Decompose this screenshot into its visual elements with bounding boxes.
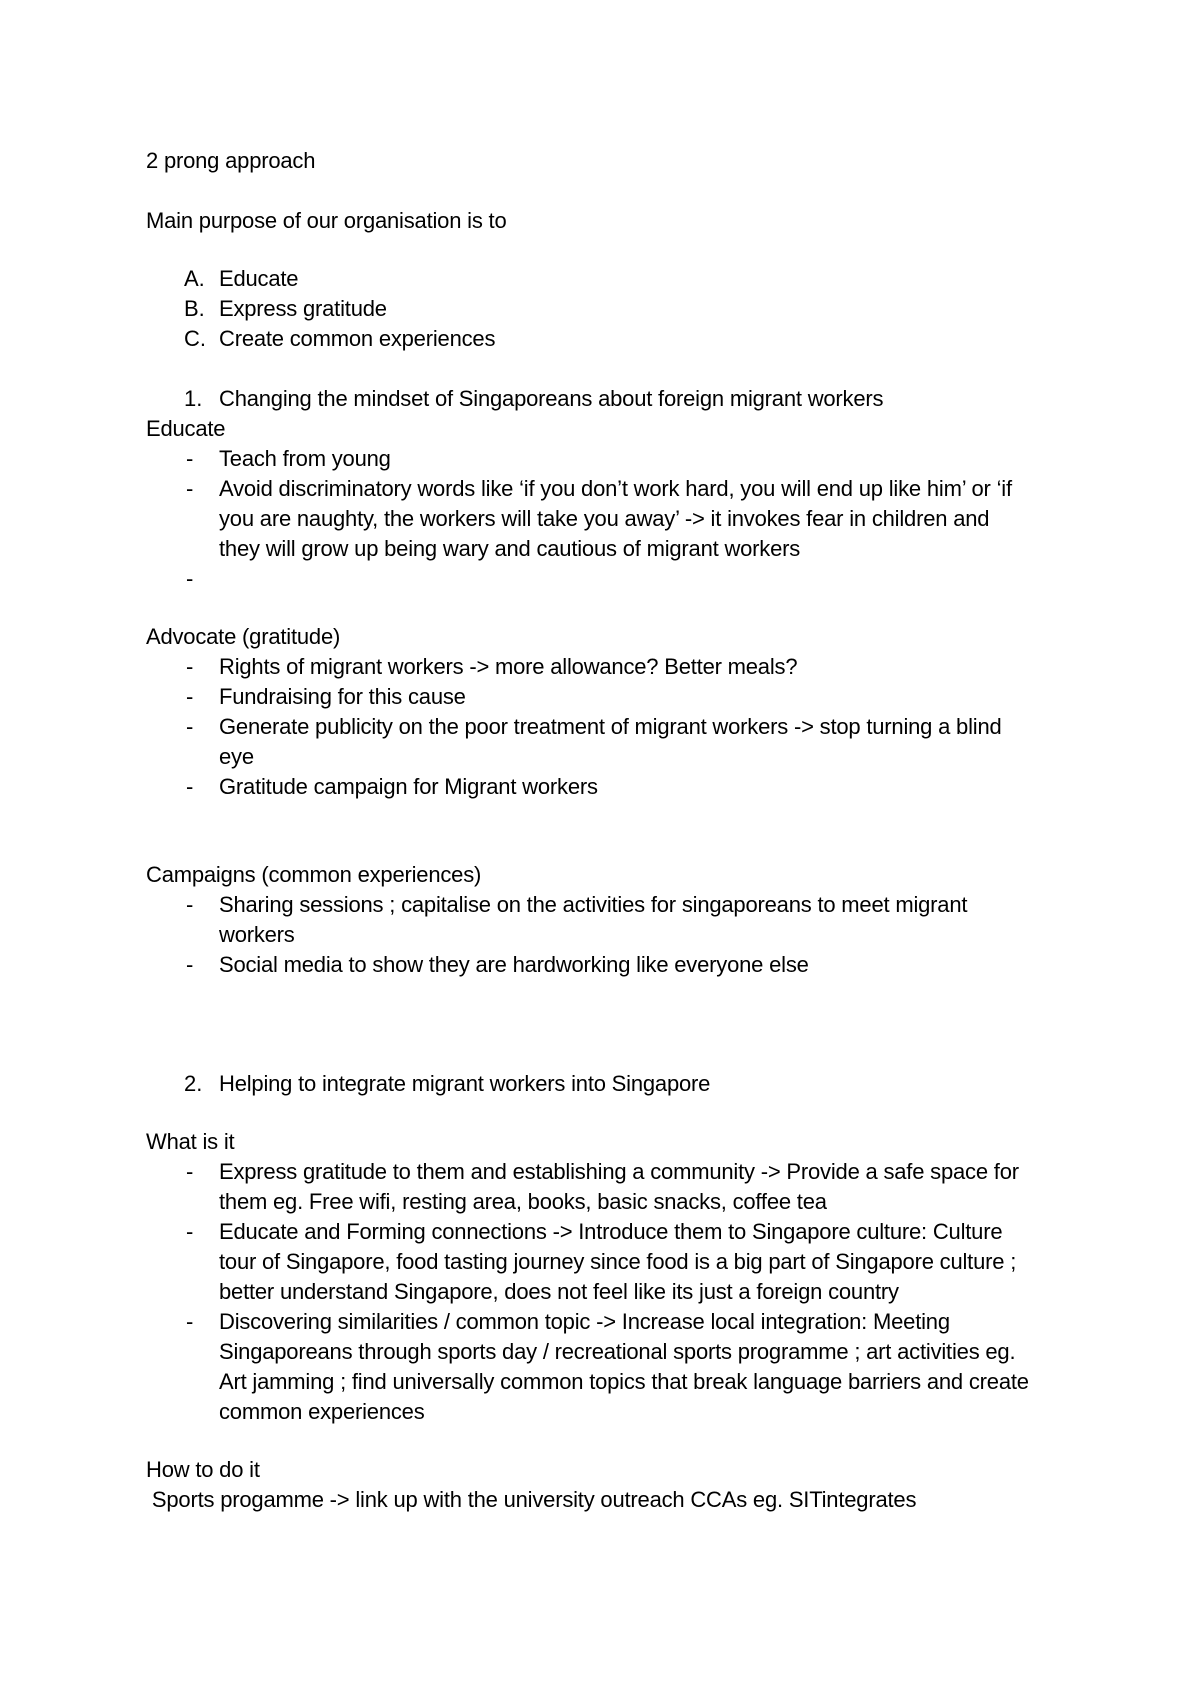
educate-label: Educate — [146, 416, 226, 441]
what-item-1-line-1: Express gratitude to them and establishing a community -> Provide a safe space for — [219, 1159, 1019, 1184]
advocate-item-3-line-2: eye — [219, 744, 254, 769]
bullet-dash-empty: - — [186, 566, 194, 591]
bullet-dash: - — [186, 446, 194, 471]
what-item-2-line-3: better understand Singapore, does not feel like its just a foreign country — [219, 1279, 899, 1304]
what-item-3-line-2: Singaporeans through sports day / recreational sports programme ; art activities eg. — [219, 1339, 1016, 1364]
campaigns-label: Campaigns (common experiences) — [146, 862, 482, 887]
purpose-item-a: Educate — [219, 266, 299, 291]
section2-heading: Helping to integrate migrant workers into Singapore — [219, 1071, 711, 1096]
purpose-item-c: Create common experiences — [219, 326, 496, 351]
section2-number: 2. — [184, 1071, 203, 1096]
how-text: Sports progamme -> link up with the university outreach CCAs eg. SITintegrates — [146, 1487, 917, 1512]
purpose-marker-a: A. — [184, 266, 205, 291]
bullet-dash: - — [186, 1309, 194, 1334]
section1-heading: Changing the mindset of Singaporeans about foreign migrant workers — [219, 386, 884, 411]
educate-item-1: Teach from young — [219, 446, 391, 471]
advocate-item-3-line-1: Generate publicity on the poor treatment of migrant workers -> stop turning a blind — [219, 714, 1002, 739]
what-item-2-line-1: Educate and Forming connections -> Introduce them to Singapore culture: Culture — [219, 1219, 1003, 1244]
section1-number: 1. — [184, 386, 203, 411]
how-label: How to do it — [146, 1457, 260, 1482]
bullet-dash: - — [186, 684, 194, 709]
purpose-intro: Main purpose of our organisation is to — [146, 208, 507, 233]
campaigns-item-1-line-1: Sharing sessions ; capitalise on the activities for singaporeans to meet migrant — [219, 892, 968, 917]
what-item-1-line-2: them eg. Free wifi, resting area, books, basic snacks, coffee tea — [219, 1189, 827, 1214]
bullet-dash: - — [186, 1159, 194, 1184]
educate-item-2-line-3: they will grow up being wary and cautious of migrant workers — [219, 536, 801, 561]
campaigns-item-2: Social media to show they are hardworking like everyone else — [219, 952, 809, 977]
educate-item-2-line-1: Avoid discriminatory words like ‘if you don’t work hard, you will end up like him’ or ‘if — [219, 476, 1012, 501]
what-item-3-line-4: common experiences — [219, 1399, 425, 1424]
purpose-item-b: Express gratitude — [219, 296, 387, 321]
bullet-dash: - — [186, 1219, 194, 1244]
what-item-3-line-3: Art jamming ; find universally common topics that break language barriers and create — [219, 1369, 1029, 1394]
campaigns-item-1-line-2: workers — [219, 922, 295, 947]
bullet-dash: - — [186, 774, 194, 799]
bullet-dash: - — [186, 714, 194, 739]
what-item-2-line-2: tour of Singapore, food tasting journey since food is a big part of Singapore culture ; — [219, 1249, 1017, 1274]
what-item-3-line-1: Discovering similarities / common topic -> Increase local integration: Meeting — [219, 1309, 950, 1334]
advocate-label: Advocate (gratitude) — [146, 624, 341, 649]
purpose-marker-c: C. — [184, 326, 206, 351]
purpose-marker-b: B. — [184, 296, 205, 321]
what-label: What is it — [146, 1129, 235, 1154]
document-title: 2 prong approach — [146, 148, 316, 173]
advocate-item-2: Fundraising for this cause — [219, 684, 466, 709]
bullet-dash: - — [186, 654, 194, 679]
advocate-item-1: Rights of migrant workers -> more allowance? Better meals? — [219, 654, 798, 679]
bullet-dash: - — [186, 952, 194, 977]
educate-item-2-line-2: you are naughty, the workers will take you away’ -> it invokes fear in children and — [219, 506, 990, 531]
bullet-dash: - — [186, 476, 194, 501]
advocate-item-4: Gratitude campaign for Migrant workers — [219, 774, 598, 799]
bullet-dash: - — [186, 892, 194, 917]
